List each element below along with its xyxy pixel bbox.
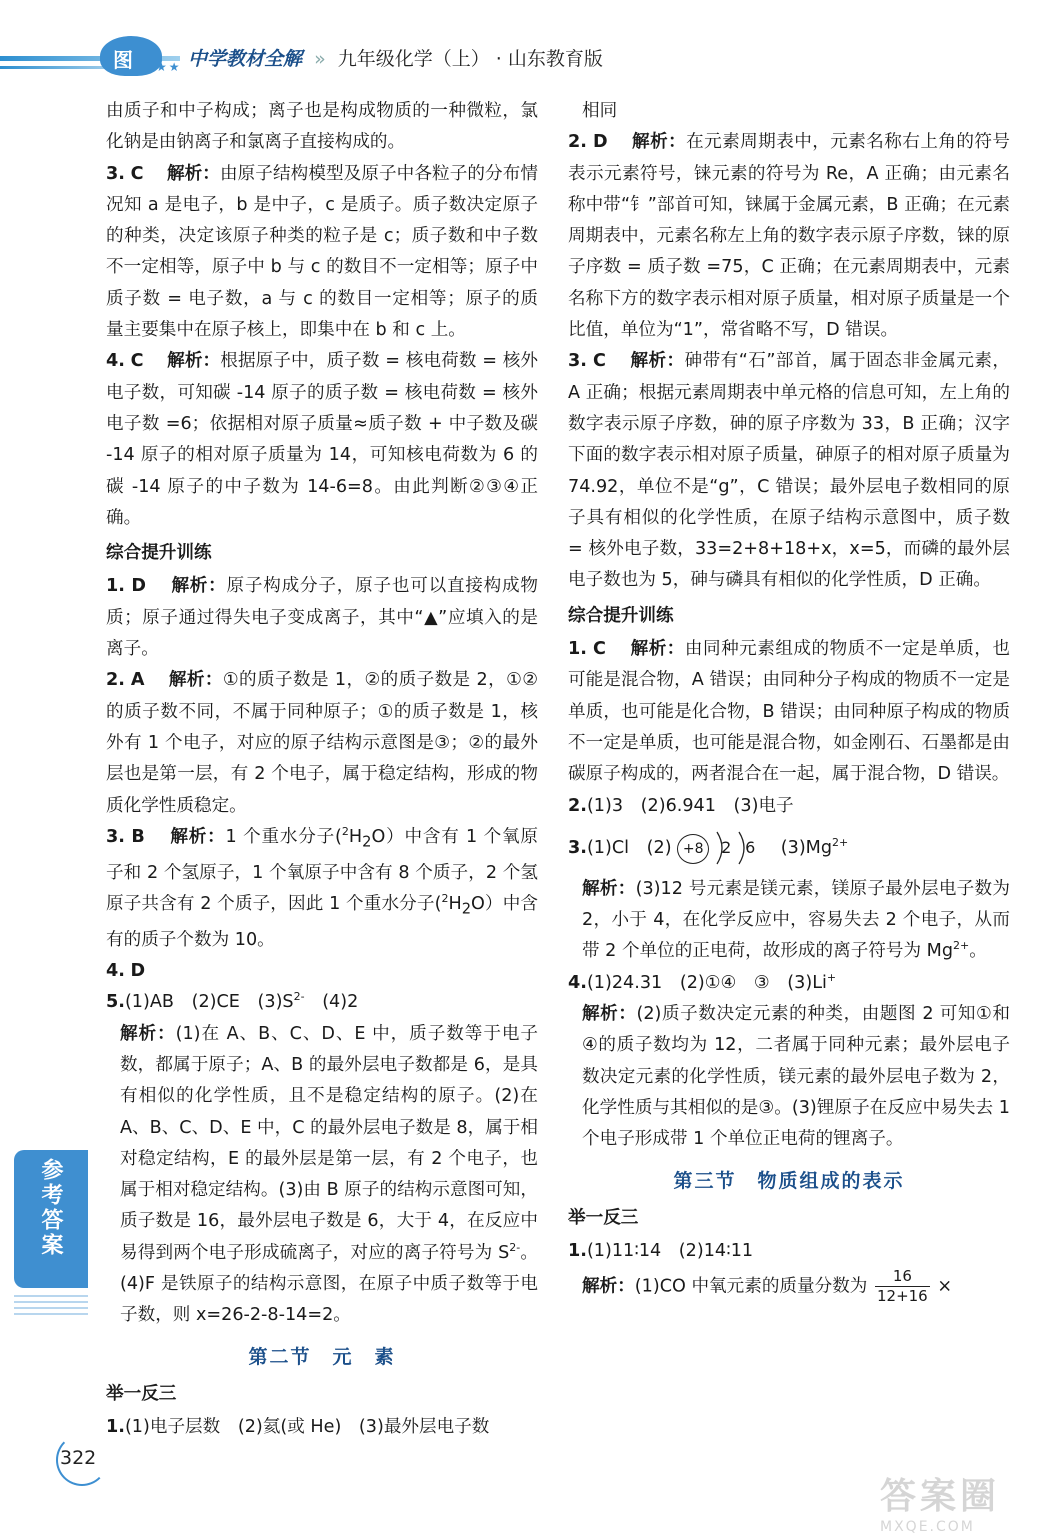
- answer-item: 3.(1)Cl (2) +8 2 6 $(3)Mg^{2+}$: [568, 828, 1010, 868]
- left-column: [106, 96, 538, 1444]
- section-heading: 第二节 元 素: [248, 1345, 396, 1368]
- nucleus-circle: +8: [677, 834, 709, 864]
- answer-item: 1. D 解析：原子构成分子，原子也可以直接构成物质；原子通过得失电子变成离子，其中“▲”应填入的是离子。: [106, 576, 539, 660]
- explanation-paragraph: 解析：(1)在 A、B、C、D、E 中，质子数等于电子数，都属于原子；A、B 的最外层电子数都是 6，是具有相似的化学性质，且不是稳定结构的原子。(2)在 A、B、C、D、E 中，C 的最外层电子数是 8，属于相对稳定结构，E 的最外层是第一层，有 2 个电子，也属于相对稳定结构。(3)由 B 原子的结构示意图可知，质子数是 16，最外层电子数是 6，大于 4，在反应中易得到两个电子形成硫离子，对应的离子符号为 $S^{2-}$。(4)F 是铁原子的结构示意图，在原子中质子数等于电子数，则 x=26-2-8-14=2。: [120, 1023, 538, 1326]
- intro-paragraph: 由质子和中子构成；离子也是构成物质的一种微粒，氯化钠是由钠离子和氯离子直接构成的。: [106, 101, 538, 153]
- answer-item: 2. D 解析：在元素周期表中，元素名称右上角的符号表示元素符号，铼元素的符号为 Re，A 正确；由元素名称中带“钅”部首可知，铼属于金属元素，B 正确；在元素周期表中，元素名称左上角的数字表示原子序数，铼的原子序数 = 质子数 =75，C 正确；在元素周期表中，元素名称下方的数字表示相对原子质量，相对原子质量是一个比值，单位为“1”，常省略不写，D 错误。: [568, 132, 1011, 341]
- answer-item: 1. C 解析：由同种元素组成的物质不一定是单质，也可能是混合物，A 错误；由同种分子构成的物质不一定是单质，也可能是化合物，B 错误；由同种原子构成的物质不一定是单质，也可能是混合物，如金刚石、石墨都是由碳原子构成的，两者混合在一起，属于混合物，D 错误。: [568, 639, 1010, 785]
- side-tab-decoration: [14, 1295, 88, 1319]
- answer-item: 3. C 解析：砷带有“石”部首，属于固态非金属元素，A 正确；根据元素周期表中单元格的信息可知，左上角的数字表示原子序数，砷的原子序数为 33，B 正确；汉字下面的数字表示相对原子质量，砷原子的相对原子质量为 74.92，单位不是“g”，C 错误；最外层电子数相同的原子具有相似的化学性质，在原子结构示意图中，质子数 = 核外电子数，33=2+8+18+x，x=5，而磷的最外层电子数也为 5，砷与磷具有相似的化学性质，D 正确。: [568, 351, 1011, 591]
- explanation-paragraph: 解析：(3)12 号元素是镁元素，镁原子最外层电子数为 2，小于 4，在化学反应中，容易失去 2 个电子，从而带 2 个单位的正电荷，故形成的离子符号为 $Mg^{2+}$。: [582, 878, 1010, 962]
- answer-item: 1.(1)电子层数 (2)氦(或 He) (3)最外层电子数: [106, 1417, 490, 1438]
- answer-item: 4.(1)24.31 (2)①④ ③ (3)Li+: [568, 970, 837, 993]
- answer-item: 4. C 解析：根据原子中，质子数 = 核电荷数 = 核外电子数，可知碳 -14 原子的质子数 = 核电荷数 = 核外电子数 =6；依据相对原子质量≈质子数 + 中子数及碳 -14 原子的相对原子质量为 14，可知核电荷数为 6 的碳 -14 原子的中子数为 14-6=8。由此判断②③④正确。: [106, 351, 539, 528]
- star-decoration-icon: ★★: [156, 60, 182, 74]
- answer-item: 2.(1)3 (2)6.941 (3)电子: [568, 795, 794, 816]
- section-heading: 第三节 物质组成的表示: [673, 1169, 905, 1192]
- section-label: 举一反三: [568, 1207, 639, 1228]
- book-edition: 山东教育版: [507, 48, 603, 70]
- answer-item: 4. D: [106, 961, 146, 982]
- header-separator: ·: [495, 48, 502, 70]
- book-logo-glyph: 图: [113, 48, 133, 72]
- continued-text: 相同: [582, 101, 618, 121]
- answer-item: 3. B 解析：1 个重水分子$(^2H_2O)$中含有 1 个氧原子和 2 个氢原子，1 个氧原子中含有 8 个质子，2 个氢原子共含有 2 个质子，因此 1 个重水分子$(^2H_2O)$中含有的质子个数为 10。: [106, 824, 538, 950]
- answer-item: 5.(1)AB (2)CE $(3)S^{2-}$ (4)2: [106, 990, 359, 1013]
- watermark-site: MXQE.COM: [880, 1519, 975, 1535]
- page-number: 322: [60, 1447, 97, 1469]
- watermark-main: 答案圈: [880, 1476, 1001, 1517]
- series-brand: 中学教材全解: [188, 48, 303, 70]
- section-label: 综合提升训练: [568, 605, 674, 626]
- right-column: [568, 96, 1010, 1306]
- watermark-logo: [880, 1468, 1040, 1535]
- answer-item: 1.(1)11∶14 (2)14∶11: [568, 1241, 754, 1262]
- explanation-paragraph: 解析：(1)CO 中氧元素的质量分数为 $\frac{16}{12+16}$ ×: [582, 1267, 953, 1306]
- section-side-tab: [14, 1150, 88, 1288]
- shell-electrons-2: 6: [745, 837, 756, 857]
- book-name: 九年级化学（上）: [337, 48, 490, 70]
- explanation-paragraph: 解析：(2)质子数决定元素的种类，由题图 2 可知①和④的质子数均为 12，二者属于同种元素；最外层电子数决定元素的化学性质，镁元素的最外层电子数为 2，化学性质与其相似的是③。(3)锂原子在反应中易失去 1 个电子形成带 1 个单位正电荷的锂离子。: [582, 1004, 1010, 1150]
- page-header: [0, 0, 1055, 95]
- side-tab-label: 参考答案: [38, 1158, 63, 1258]
- header-title: 中学教材全解 » 九年级化学（上） · 山东教育版: [188, 48, 603, 70]
- section-label: 举一反三: [106, 1383, 177, 1404]
- section-label: 综合提升训练: [106, 543, 212, 564]
- shell-electrons-1: 2: [721, 837, 732, 857]
- atom-structure-diagram: [677, 828, 775, 868]
- fraction: $\frac{16}{12+16}$: [876, 1267, 928, 1306]
- answer-item: 3. C 解析：由原子结构模型及原子中各粒子的分布情况知 a 是电子，b 是中子，c 是质子。质子数决定原子的种类，决定该原子种类的粒子是 c；质子数和中子数不一定相等，原子中 b 与 c 的数目不一定相等；原子中质子数 = 电子数，a 与 c 的数目一定相等；原子的质量主要集中在原子核上，即集中在 b 和 c 上。: [106, 163, 538, 341]
- answer-item: 2. A 解析：①的质子数是 1，②的质子数是 2，①②的质子数不同，不属于同种原子；①的质子数是 1，核外有 1 个电子，对应的原子结构示意图是③；②的最外层也是第一层，有 2 个电子，属于稳定结构，形成的物质化学性质稳定。: [106, 670, 539, 816]
